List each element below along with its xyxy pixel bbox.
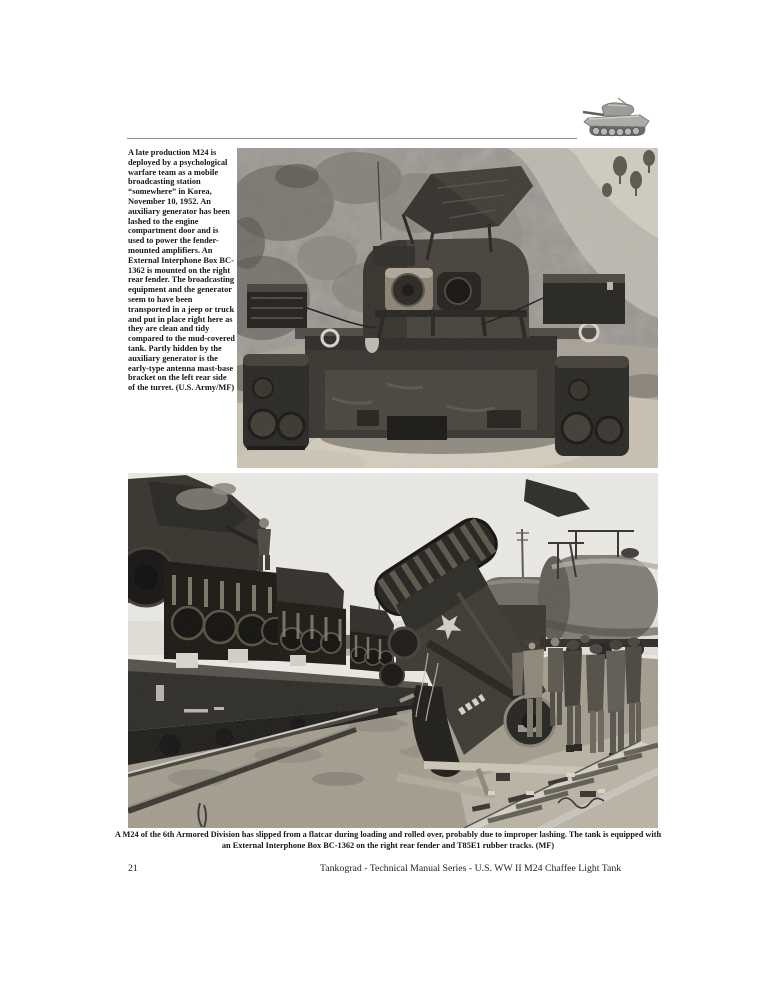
m24-logo-drawing [574, 93, 660, 140]
side-caption: A late production M24 is deployed by a psychological warfare team as a mobile broadcasting station “somewhere” in Korea, November 10, 1952. An auxiliary generator has been lashed to the engine compartment door and is used to power the fender-mounted amplifiers. An External Interphone Box BC-1362 is mounted on the right rear fender. The broadcasting equipment and the generator seem to have been transported in a jeep or truck and put in place right here as they are clean and tidy compared to the mud-covered tank. Partly hidden by the auxiliary generator is the early-type antenna mast-base bracket on the left rear side of the turret. (U.S. Army/MF) [128, 148, 235, 393]
page-number: 21 [128, 863, 138, 874]
photo-bottom-artwork [128, 473, 658, 828]
photo-m24-flatcar-accident [128, 473, 658, 828]
m24-tank-side-profile-icon [574, 93, 660, 140]
photo-top-artwork [237, 148, 658, 468]
header-rule [127, 138, 577, 139]
photo-m24-broadcast-station [237, 148, 658, 468]
footer-title: Tankograd - Technical Manual Series - U.S. WW II M24 Chaffee Light Tank [320, 863, 622, 874]
bottom-caption: A M24 of the 6th Armored Division has slipped from a flatcar during loading and rolled over, probably due to improper lashing. The tank is equipped with an External Interphone Box BC-1362 on the right rear fender and T85E1 rubber tracks. (MF) [114, 830, 662, 850]
